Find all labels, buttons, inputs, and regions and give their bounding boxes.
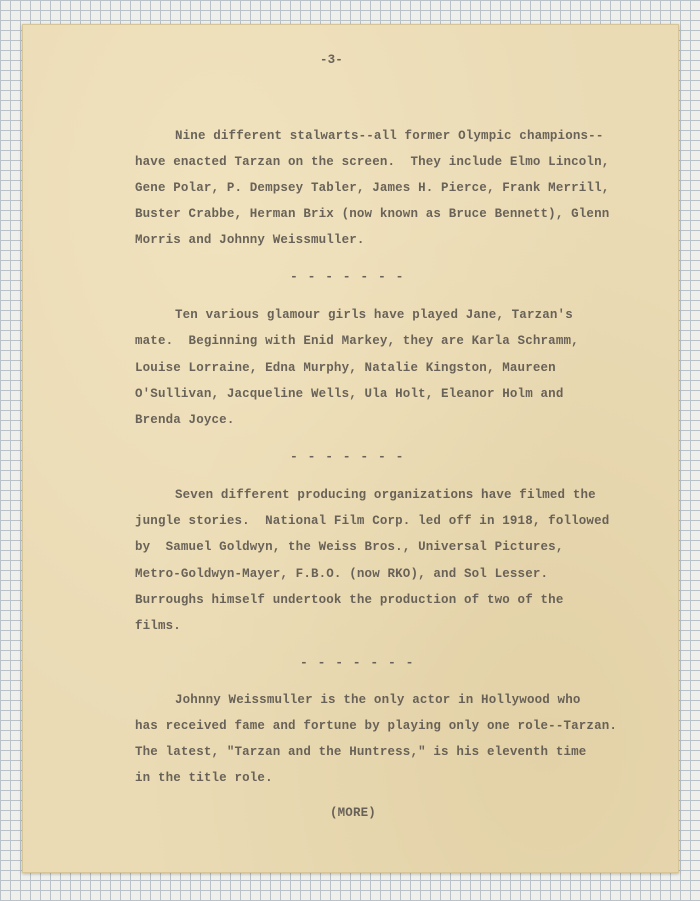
paragraph-2-line-2: mate. Beginning with Enid Markey, they are Karla Schramm, bbox=[135, 334, 579, 348]
paragraph-3-line-1: Seven different producing organizations have filmed the bbox=[175, 488, 596, 502]
paragraph-1-line-4: Buster Crabbe, Herman Brix (now known as Bruce Bennett), Glenn bbox=[135, 207, 610, 221]
paragraph-3-line-6: films. bbox=[135, 619, 181, 633]
more-marker: (MORE) bbox=[330, 806, 376, 820]
paragraph-4-line-4: in the title role. bbox=[135, 771, 273, 785]
page-number: -3- bbox=[320, 53, 343, 67]
paragraph-2-line-5: Brenda Joyce. bbox=[135, 413, 235, 427]
paragraph-3-line-2: jungle stories. National Film Corp. led off in 1918, followed bbox=[135, 514, 610, 528]
paragraph-3-line-4: Metro-Goldwyn-Mayer, F.B.O. (now RKO), and Sol Lesser. bbox=[135, 567, 549, 581]
separator-1: - - - - - - - bbox=[290, 269, 405, 284]
paragraph-1-line-2: have enacted Tarzan on the screen. They include Elmo Lincoln, bbox=[135, 155, 610, 169]
document-page bbox=[22, 24, 679, 873]
paragraph-2-line-3: Louise Lorraine, Edna Murphy, Natalie Kingston, Maureen bbox=[135, 361, 556, 375]
paragraph-1-line-1: Nine different stalwarts--all former Olympic champions-- bbox=[175, 129, 604, 143]
paragraph-2-line-1: Ten various glamour girls have played Jane, Tarzan's bbox=[175, 308, 573, 322]
paragraph-1-line-3: Gene Polar, P. Dempsey Tabler, James H. Pierce, Frank Merrill, bbox=[135, 181, 610, 195]
paragraph-4-line-1: Johnny Weissmuller is the only actor in Hollywood who bbox=[175, 693, 581, 707]
paragraph-3-line-3: by Samuel Goldwyn, the Weiss Bros., Universal Pictures, bbox=[135, 540, 564, 554]
paragraph-4-line-2: has received fame and fortune by playing only one role--Tarzan. bbox=[135, 719, 618, 733]
paragraph-4-line-3: The latest, "Tarzan and the Huntress," is his eleventh time bbox=[135, 745, 587, 759]
separator-3: - - - - - - - bbox=[300, 655, 415, 670]
paragraph-3-line-5: Burroughs himself undertook the production of two of the bbox=[135, 593, 564, 607]
paragraph-2-line-4: O'Sullivan, Jacqueline Wells, Ula Holt, Eleanor Holm and bbox=[135, 387, 564, 401]
paragraph-1-line-5: Morris and Johnny Weissmuller. bbox=[135, 233, 365, 247]
separator-2: - - - - - - - bbox=[290, 449, 405, 464]
